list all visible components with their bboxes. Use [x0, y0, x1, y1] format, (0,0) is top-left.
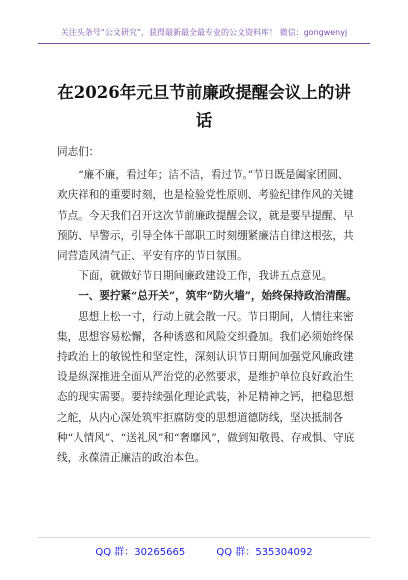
paragraph-intro: 下面，就做好节日期间廉政建设工作，我讲五点意见。 [78, 270, 333, 283]
paragraph-opening: “廉不廉，看过年；洁不洁，看过节。”节日既是阖家团圆、欢庆祥和的重要时刻，也是检验党性原则、考验纪律作风的关键节点。今天我们召开这次节前廉政提醒会议，就是要早提醒、早预防、早警示，引导全体干部职工时刻绷紧廉洁自律这根弦，共同营造风清气正、平安有序的节日氛围。 [57, 169, 354, 263]
section-heading-1: 一、要拧紧“总开关”，筑牢“防火墙”，始终保持政治清醒。 [78, 290, 357, 303]
document-body [57, 142, 359, 468]
footer-qq-group-2: QQ 群：535304092 [216, 547, 313, 558]
greeting: 同志们： [57, 146, 100, 158]
header-divider [38, 43, 370, 44]
title-line-2: 话 [195, 111, 213, 130]
footer-qq-group-1: QQ 群：30265665 [95, 547, 186, 558]
footer [0, 543, 408, 558]
document-title [48, 79, 360, 135]
title-line-1: 在2026年元旦节前廉政提醒会议上的讲 [57, 83, 351, 102]
header-note: 关注头条号“公文研究”，获得最新最全最专业的公文资料库！ 微信：gongwenyj [60, 28, 348, 37]
footer-divider [38, 537, 370, 538]
paragraph-section-1: 思想上松一寸，行动上就会散一尺。节日期间，人情往来密集，思想容易松懈，各种诱惑和风险交织叠加。我们必须始终保持政治上的敏锐性和坚定性，深刻认识节日期间加强党风廉政建设是纵深推进全面从严治党的必然要求，是维护单位良好政治生态的现实需要。要持续强化理论武装，补足精神之钙，把稳思想之舵，从内心深处筑牢拒腐防变的思想道德防线，坚决抵制各种“人情风”、“送礼风”和“奢靡风”，做到知敬畏、存戒惧、守底线，永葆清正廉洁的政治本色。 [57, 310, 355, 465]
